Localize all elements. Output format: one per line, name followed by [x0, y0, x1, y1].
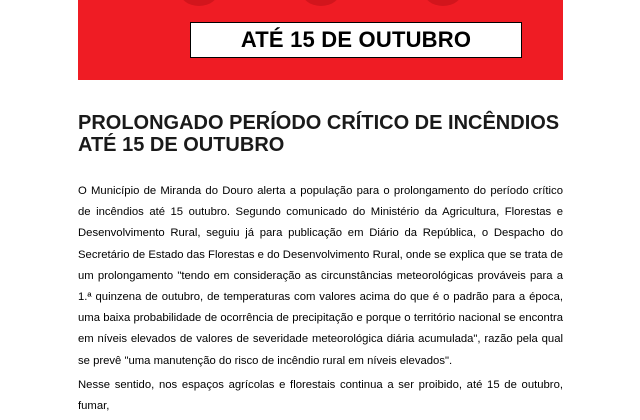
red-circle-decoration	[423, 0, 463, 6]
red-circle-decoration	[301, 0, 341, 6]
title-line-2: ATÉ 15 DE OUTUBRO	[78, 134, 285, 156]
paragraph: O Município de Miranda do Douro alerta a população para o prolongamento do período crítico de incêndios até 15 outubro. Segundo comunicado do Ministério da Agricultura, Florestas e Desenvolvimento Rural, seguiu já para publicação em Diário da República, o Despacho do Secretário de Estado das Florestas e do Desenvolvimento Rural, onde se explica que se trata de um prolongamento "tendo em consideração as circunstâncias meteorológicas prováveis para a 1.ª quinzena de outubro, de temperaturas com valores acima do que é o padrão para a época, uma baixa probabilidade de ocorrência de precipitação e porque o território nacional se encontra em níveis elevados de valores de severidade meteorológica diária acumulada", razão pela qual se prevê "uma manutenção do risco de incêndio rural em níveis elevados".	[78, 185, 563, 367]
paragraph: Nesse sentido, nos espaços agrícolas e florestais continua a ser proibido, até 15 de outubro, fumar,	[78, 378, 563, 413]
red-banner	[78, 0, 563, 80]
article-body	[78, 181, 563, 420]
title-line-1: PROLONGADO PERÍODO CRÍTICO DE INCÊNDIOS	[78, 112, 560, 134]
banner-label-box	[190, 22, 522, 58]
banner-text: ATÉ 15 DE OUTUBRO	[240, 27, 472, 52]
red-circle-decoration	[179, 0, 219, 6]
page-title	[78, 112, 563, 156]
